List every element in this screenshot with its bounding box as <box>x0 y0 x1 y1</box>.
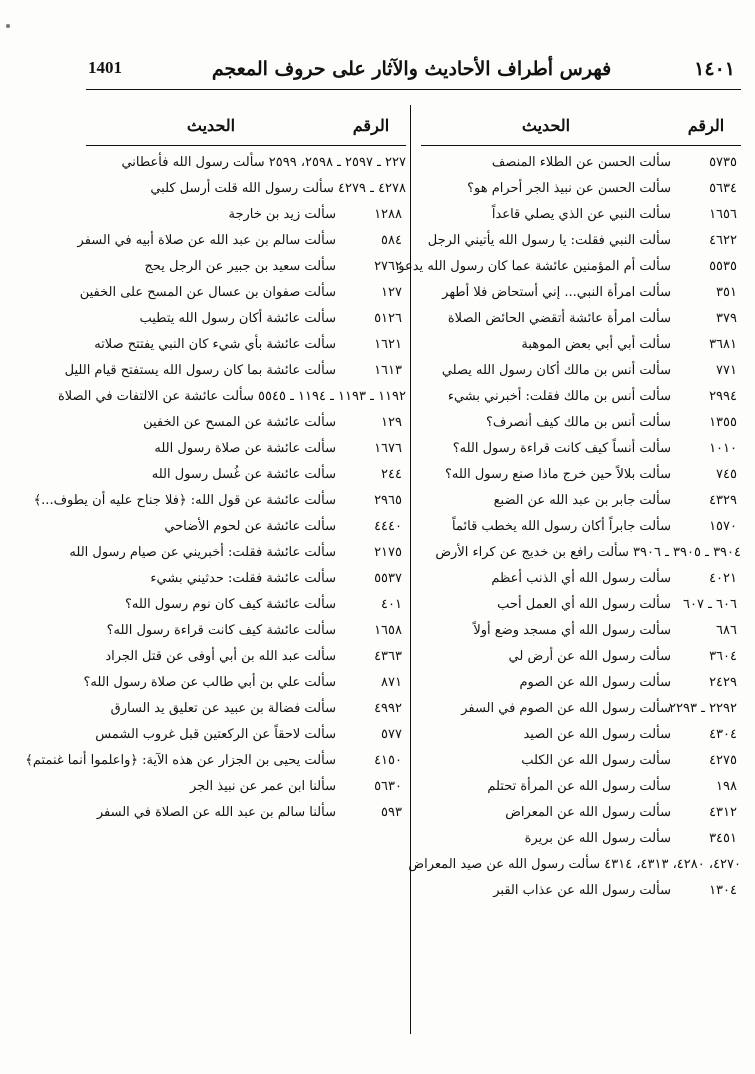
entry-number: ٥٦٣٤ <box>709 181 737 196</box>
index-entry <box>421 644 741 670</box>
entry-text: سألت أم المؤمنين عائشة عما كان رسول الله يدعو <box>398 259 671 274</box>
entry-number: ١٢٩ <box>381 415 402 430</box>
entry-text: سألت أنس بن مالك كيف أنصرف؟ <box>485 415 671 430</box>
index-entry <box>86 202 406 228</box>
entry-number: ٨٧١ <box>381 675 402 690</box>
index-entry <box>57 384 406 410</box>
index-entry <box>408 852 741 878</box>
index-entry <box>86 592 406 618</box>
index-entry <box>421 488 741 514</box>
entry-number: ٧٤٥ <box>716 467 737 482</box>
index-entry <box>421 228 741 254</box>
index-rows <box>25 146 406 826</box>
index-entry <box>421 670 741 696</box>
index-rows <box>398 146 741 904</box>
entry-text: سألت زيد بن خارجة <box>228 207 336 222</box>
entry-number: ٤٣١٢ <box>709 805 737 820</box>
entry-number: ٤٠١ <box>381 597 402 612</box>
entry-number: ٥٩٣ <box>381 805 402 820</box>
entry-text: سألت سعيد بن جبير عن الرجل يحج <box>144 259 336 274</box>
entry-number: ٦٠٦ ـ ٦٠٧ <box>683 597 737 612</box>
entry-text: سألت صفوان بن عسال عن المسح على الخفين <box>79 285 336 300</box>
column-header <box>86 105 406 146</box>
entry-text: سألت بلالاً حين خرج ماذا صنع رسول الله؟ <box>444 467 671 482</box>
entry-text: ١١٩٢ ـ ١١٩٣ ـ ١١٩٤ ـ ٥٥٤٥ سألت عائشة عن الالتفات في الصلاة <box>57 389 406 404</box>
entry-text: سألت عائشة عن لحوم الأضاحي <box>164 519 336 534</box>
entry-number: ٢٤٢٩ <box>709 675 737 690</box>
entry-text: سألت عائشة فقلت: أخبريني عن صيام رسول الله <box>69 545 336 560</box>
entry-text: سألت أبي أبي بعض الموهبة <box>521 337 671 352</box>
entry-number: ٥٧٧ <box>381 727 402 742</box>
entry-text: سألت أنس بن مالك أكان رسول الله يصلي <box>441 363 671 378</box>
entry-text: ٣٩٠٤ ـ ٣٩٠٥ ـ ٣٩٠٦ سألت رافع بن خديج عن كراء الأرض <box>435 545 741 560</box>
entry-text: سألت رسول الله عن الكلب <box>521 753 671 768</box>
entry-number: ٤٩٩٢ <box>374 701 402 716</box>
entry-text: سألت عائشة كيف كانت قراءة رسول الله؟ <box>106 623 336 638</box>
entry-text: سألت الحسن عن نبيذ الجر أحرام هو؟ <box>467 181 671 196</box>
entry-text: ٢٢٧ ـ ٢٥٩٧ ـ ٢٥٩٨، ٢٥٩٩ سألت رسول الله فأعطاني <box>121 155 406 170</box>
entry-text: سألت عائشة عن المسح عن الخفين <box>143 415 336 430</box>
entry-text: سألت رسول الله عن المرأة تحتلم <box>487 779 671 794</box>
index-column-right <box>398 105 741 1034</box>
hadith-column-label: الحديث <box>186 115 236 135</box>
entry-number: ٣٦٨١ <box>709 337 737 352</box>
index-entry <box>421 358 741 384</box>
index-entry <box>86 306 406 332</box>
number-column-label: الرقم <box>352 115 390 135</box>
index-entry <box>421 436 741 462</box>
entry-text: سألت رسول الله عن الصوم <box>519 675 671 690</box>
index-entry <box>421 150 741 176</box>
index-entry <box>421 774 741 800</box>
entry-text: سألت عائشة عن صلاة رسول الله <box>154 441 336 456</box>
entry-number: ٤٤٤٠ <box>374 519 402 534</box>
entry-number: ٢٤٤ <box>381 467 402 482</box>
entry-text: سألت رسول الله أي الذنب أعظم <box>491 571 671 586</box>
index-entry <box>421 826 741 852</box>
entry-text: سألت رسول الله عن الصيد <box>523 727 671 742</box>
entry-text: سألت يحيى بن الجزار عن هذه الآية: ﴿واعلموا أنما غنمتم﴾ <box>25 753 336 768</box>
entry-text: سألت عائشة بأي شيء كان النبي يفتتح صلاته <box>94 337 336 352</box>
entry-text: سألت رسول الله أي مسجد وضع أولاً <box>473 623 671 638</box>
entry-text: سألت فضالة بن عبيد عن تعليق يد السارق <box>110 701 336 716</box>
entry-number: ٤٣٠٤ <box>709 727 737 742</box>
index-entry <box>398 254 741 280</box>
index-entry <box>86 176 406 202</box>
entry-number: ٤٠٢١ <box>709 571 737 586</box>
entry-number: ٢٧٦٢ <box>374 259 402 274</box>
index-entry <box>86 254 406 280</box>
entry-number: ٢٩٩٤ <box>709 389 737 404</box>
entry-text: سألت عبد الله بن أبي أوفى عن قتل الجراد <box>105 649 336 664</box>
entry-number: ٤١٥٠ <box>374 753 402 768</box>
entry-text: سألت جابر بن عبد الله عن الضبع <box>493 493 671 508</box>
entry-text: سألت عائشة أكان رسول الله يتطيب <box>139 311 336 326</box>
index-entry <box>421 748 741 774</box>
entry-text: ٤٢٧٨ ـ ٤٢٧٩ سألت رسول الله قلت أرسل كلبي <box>150 181 406 196</box>
entry-number: ٣٧٩ <box>716 311 737 326</box>
index-entry <box>86 774 406 800</box>
page-number-arabic: ١٤٠١ <box>694 58 735 80</box>
index-entry <box>86 462 406 488</box>
entry-text: سألت عائشة بما كان رسول الله يستفتح قيام الليل <box>64 363 336 378</box>
entry-number: ٥٥٣٥ <box>709 259 737 274</box>
entry-number: ٥٦٣٠ <box>374 779 402 794</box>
index-entry <box>421 540 741 566</box>
index-entry <box>421 384 741 410</box>
index-entry <box>86 722 406 748</box>
index-entry <box>421 592 741 618</box>
index-entry <box>421 280 741 306</box>
entry-text: سألت لاحقاً عن الركعتين قبل غروب الشمس <box>95 727 336 742</box>
entry-number: ١٣٥٥ <box>709 415 737 430</box>
entry-text: سألت عائشة كيف كان نوم رسول الله؟ <box>124 597 336 612</box>
entry-text: سألت عائشة عن قول الله: ﴿فلا جناح عليه أن يطوف...﴾ <box>33 493 336 508</box>
hadith-column-label: الحديث <box>521 115 571 135</box>
entry-number: ١٢٧ <box>381 285 402 300</box>
index-entry <box>421 332 741 358</box>
entry-text: سألت امرأة عائشة أتقضي الحائض الصلاة <box>447 311 671 326</box>
entry-number: ٢٢٩٢ ـ ٢٢٩٣ <box>669 701 737 716</box>
index-entry <box>79 280 406 306</box>
number-column-label: الرقم <box>687 115 725 135</box>
column-header <box>421 105 741 146</box>
entry-text: سألت عائشة عن غُسل رسول الله <box>151 467 336 482</box>
entry-number: ١٣٠٤ <box>709 883 737 898</box>
index-entry <box>64 358 406 384</box>
entry-number: ٣٥١ <box>716 285 737 300</box>
page-title: فهرس أطراف الأحاديث والآثار على حروف المعجم <box>211 58 612 80</box>
index-entry <box>421 800 741 826</box>
entry-text: سألت سالم بن عبد الله عن صلاة أبيه في السفر <box>77 233 336 248</box>
index-entry <box>83 670 406 696</box>
entry-number: ١٦١٣ <box>374 363 402 378</box>
index-entry <box>86 696 406 722</box>
index-entry <box>421 514 741 540</box>
entry-text: سألت امرأة النبي... إني أستحاض فلا أطهر <box>442 285 671 300</box>
index-entry <box>86 436 406 462</box>
entry-number: ٤٣٦٣ <box>374 649 402 664</box>
entry-number: ٣٤٥١ <box>709 831 737 846</box>
entry-text: ٤٢٧٠، ٤٢٨٠، ٤٣١٣، ٤٣١٤ سألت رسول الله عن صيد المعراض <box>408 857 741 872</box>
entry-text: سألت رسول الله عن عذاب القبر <box>493 883 671 898</box>
entry-text: سألنا سالم بن عبد الله عن الصلاة في السفر <box>96 805 336 820</box>
entry-text: سألنا ابن عمر عن نبيذ الجر <box>189 779 336 794</box>
entry-number: ١٩٨ <box>716 779 737 794</box>
index-entry <box>86 514 406 540</box>
index-entry <box>86 332 406 358</box>
entry-text: سألت رسول الله عن المعراض <box>505 805 671 820</box>
index-entry <box>86 150 406 176</box>
index-entry <box>421 202 741 228</box>
index-entry <box>421 878 741 904</box>
index-entry <box>25 748 406 774</box>
index-entry <box>421 566 741 592</box>
index-entry <box>421 618 741 644</box>
index-column-left <box>25 105 406 1034</box>
index-entry <box>77 228 406 254</box>
entry-text: سألت رسول الله عن الصوم في السفر <box>461 701 671 716</box>
entry-number: ٢١٧٥ <box>374 545 402 560</box>
entry-text: سألت عائشة فقلت: حدثيني بشيء <box>150 571 336 586</box>
index-entry <box>86 800 406 826</box>
index-entry <box>86 410 406 436</box>
entry-text: سألت أنساً كيف كانت قراءة رسول الله؟ <box>452 441 671 456</box>
entry-text: سألت أنس بن مالك فقلت: أخبرني بشيء <box>447 389 671 404</box>
entry-number: ٥١٢٦ <box>374 311 402 326</box>
entry-text: سألت النبي عن الذي يصلي قاعداً <box>491 207 671 222</box>
index-entry <box>86 644 406 670</box>
entry-number: ٣٦٠٤ <box>709 649 737 664</box>
entry-number: ١٦٧٦ <box>374 441 402 456</box>
entry-text: سألت رسول الله عن بريرة <box>524 831 671 846</box>
index-entry <box>421 176 741 202</box>
column-divider <box>410 105 411 1034</box>
header-rule <box>86 89 741 90</box>
entry-text: سألت النبي فقلت: يا رسول الله يأتيني الرجل <box>427 233 671 248</box>
entry-number: ٤٣٢٩ <box>709 493 737 508</box>
index-entry <box>421 306 741 332</box>
entry-number: ١٦٥٦ <box>709 207 737 222</box>
entry-number: ٤٦٢٢ <box>709 233 737 248</box>
entry-text: سألت علي بن أبي طالب عن صلاة رسول الله؟ <box>83 675 336 690</box>
index-entry <box>421 722 741 748</box>
index-entry <box>86 566 406 592</box>
entry-text: سألت رسول الله عن أرض لي <box>508 649 671 664</box>
entry-number: ٥٥٣٧ <box>374 571 402 586</box>
entry-number: ١٦٢١ <box>374 337 402 352</box>
entry-number: ٧٧١ <box>716 363 737 378</box>
entry-number: ٤٢٧٥ <box>709 753 737 768</box>
entry-number: ٢٩٦٥ <box>374 493 402 508</box>
entry-text: سألت رسول الله أي العمل أحب <box>497 597 671 612</box>
entry-number: ٥٨٤ <box>381 233 402 248</box>
entry-number: ١٢٨٨ <box>374 207 402 222</box>
index-entry <box>86 618 406 644</box>
entry-number: ٥٧٣٥ <box>709 155 737 170</box>
entry-number: ١٠١٠ <box>709 441 737 456</box>
index-entry <box>421 462 741 488</box>
entry-text: سألت جابراً أكان رسول الله يخطب قائماً <box>452 519 671 534</box>
entry-number: ٦٨٦ <box>716 623 737 638</box>
index-entry <box>33 488 406 514</box>
entry-text: سألت الحسن عن الطلاء المنصف <box>491 155 671 170</box>
index-entry <box>69 540 406 566</box>
index-entry <box>421 696 741 722</box>
index-entry <box>421 410 741 436</box>
page-header <box>88 58 735 88</box>
scan-speck <box>6 24 10 28</box>
entry-number: ١٥٧٠ <box>709 519 737 534</box>
entry-number: ١٦٥٨ <box>374 623 402 638</box>
page-number-latin: 1401 <box>88 58 122 77</box>
